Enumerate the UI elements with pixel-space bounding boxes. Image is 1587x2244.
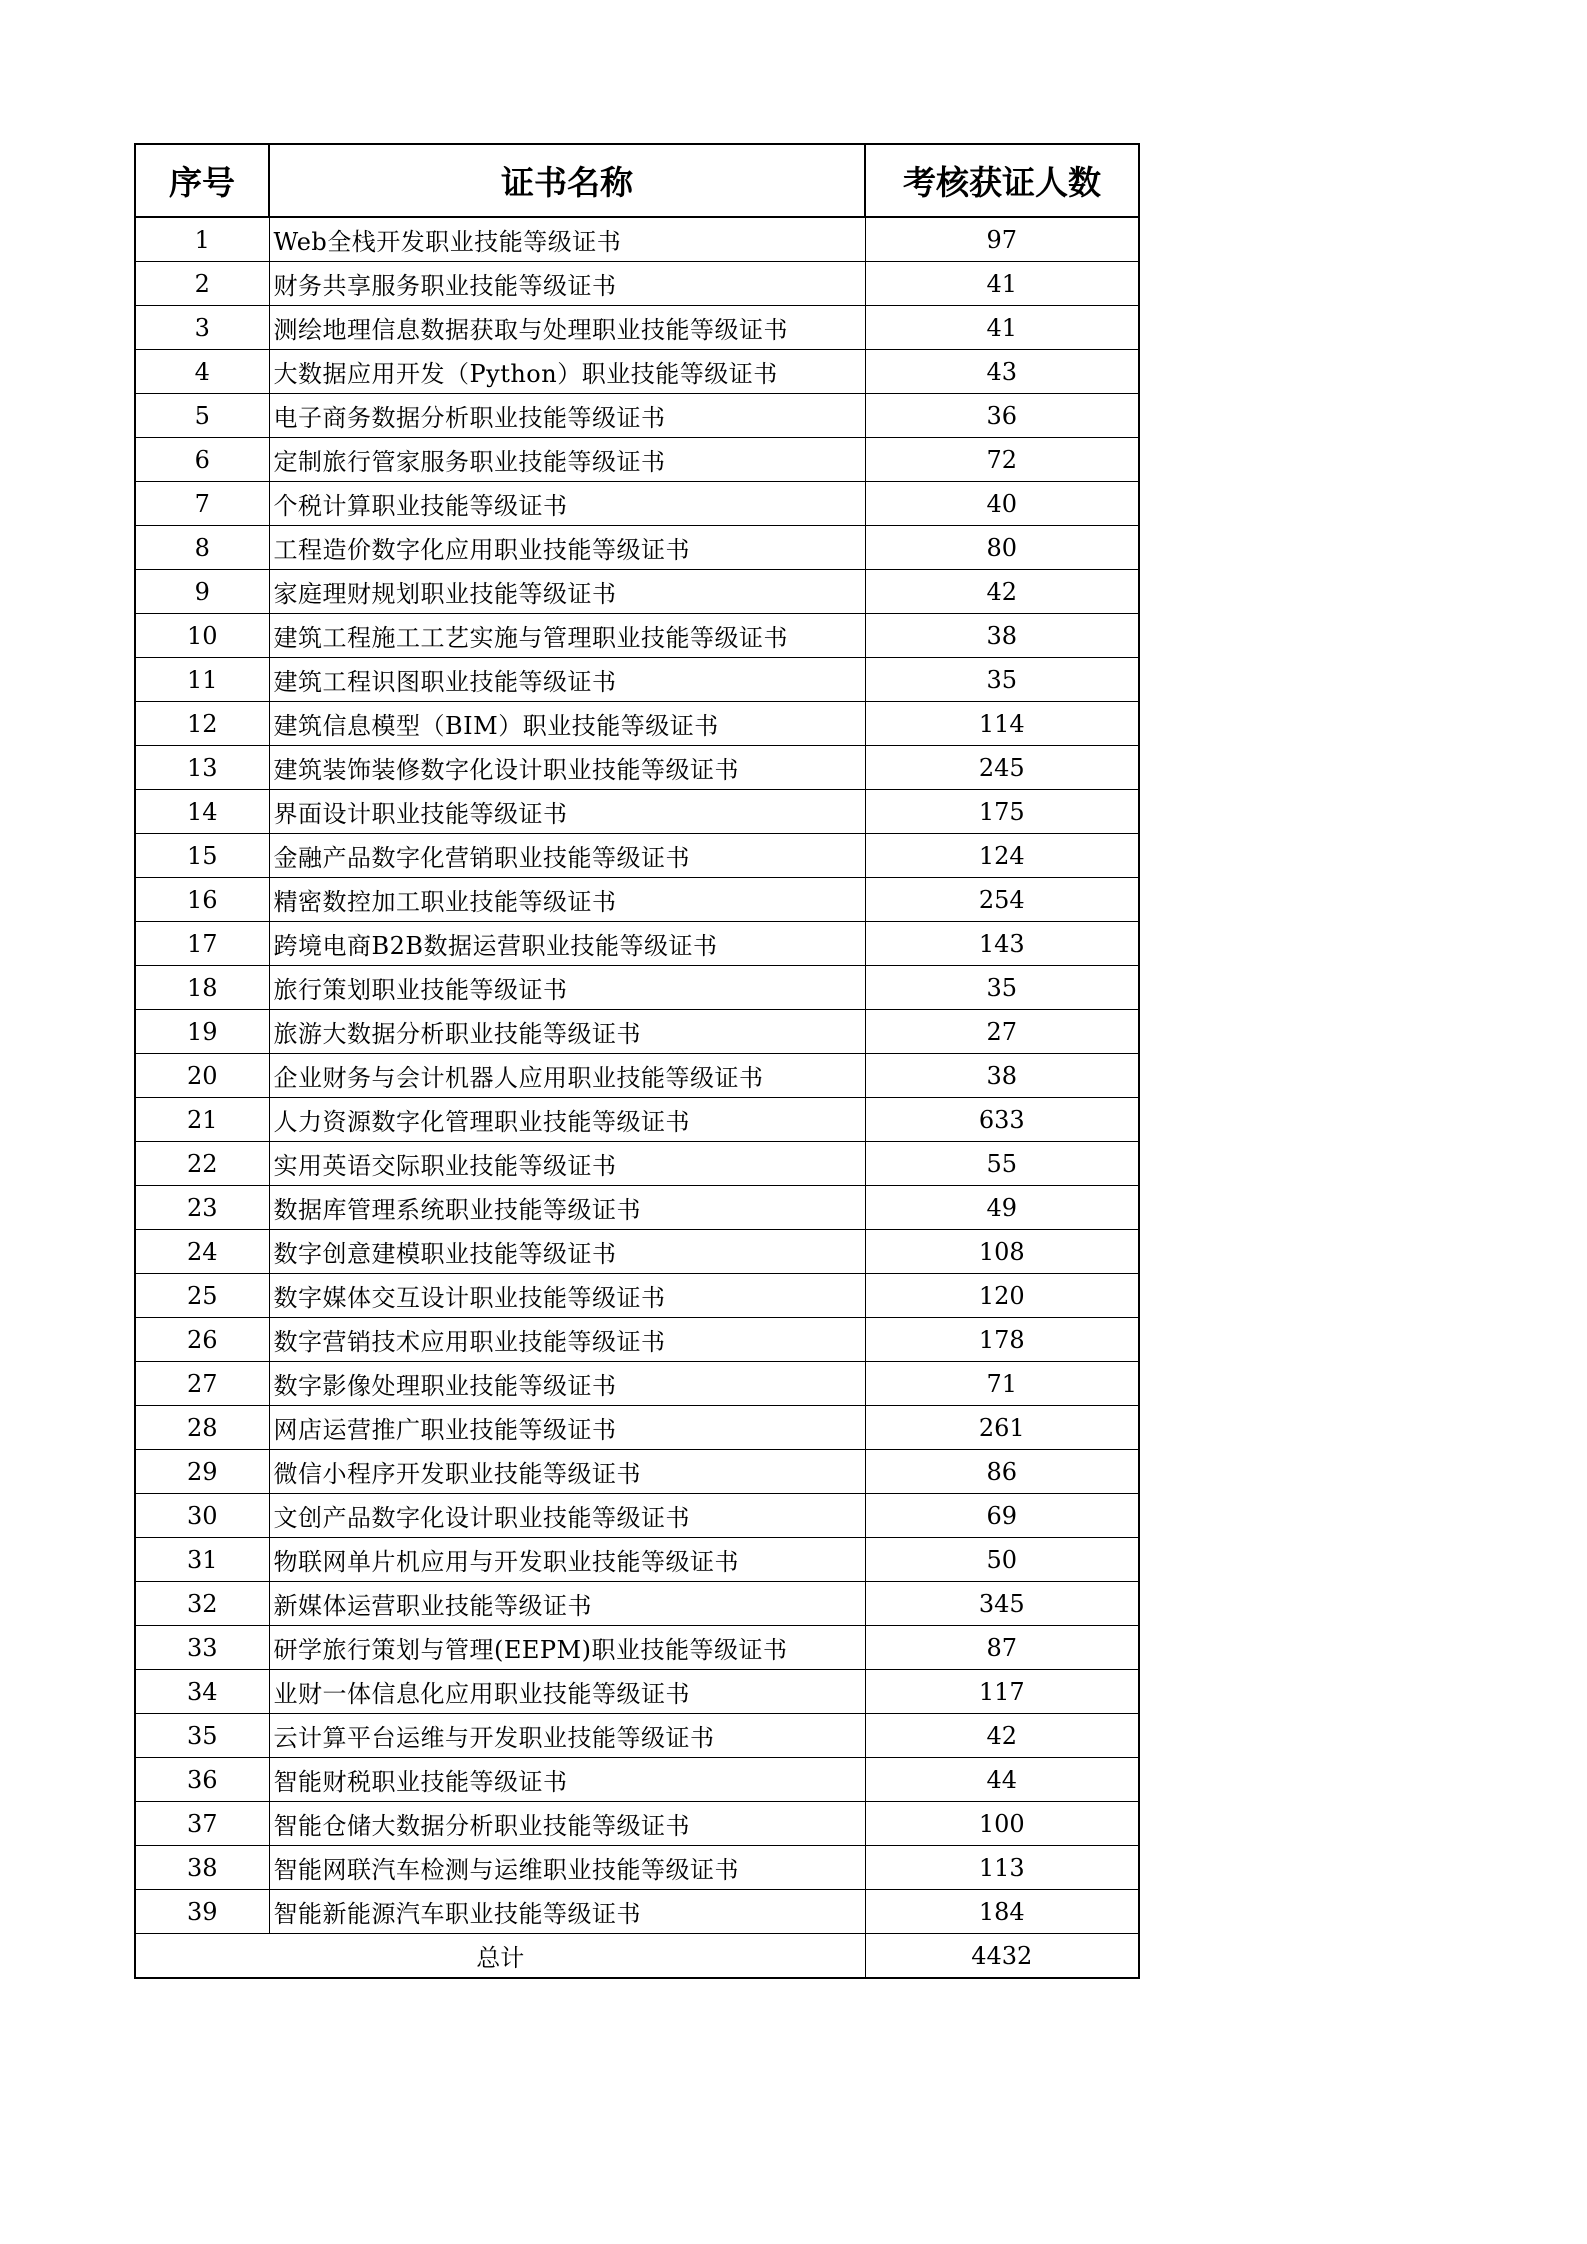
row-certificate-name: 建筑工程施工工艺实施与管理职业技能等级证书 <box>269 614 865 658</box>
row-index: 35 <box>135 1714 269 1758</box>
row-certified-count: 124 <box>865 834 1139 878</box>
row-certificate-name: 测绘地理信息数据获取与处理职业技能等级证书 <box>269 306 865 350</box>
row-certificate-name: 个税计算职业技能等级证书 <box>269 482 865 526</box>
row-certified-count: 43 <box>865 350 1139 394</box>
table-row <box>135 878 1139 922</box>
row-certified-count: 49 <box>865 1186 1139 1230</box>
table-row <box>135 1450 1139 1494</box>
row-index: 6 <box>135 438 269 482</box>
row-certificate-name: 实用英语交际职业技能等级证书 <box>269 1142 865 1186</box>
row-certified-count: 245 <box>865 746 1139 790</box>
table-row <box>135 1230 1139 1274</box>
table-row <box>135 1582 1139 1626</box>
total-row <box>135 1934 1139 1979</box>
table-row <box>135 966 1139 1010</box>
row-index: 22 <box>135 1142 269 1186</box>
row-certificate-name: 微信小程序开发职业技能等级证书 <box>269 1450 865 1494</box>
row-index: 5 <box>135 394 269 438</box>
row-index: 18 <box>135 966 269 1010</box>
row-index: 39 <box>135 1890 269 1934</box>
row-certified-count: 114 <box>865 702 1139 746</box>
row-index: 23 <box>135 1186 269 1230</box>
table-row <box>135 1318 1139 1362</box>
row-certified-count: 38 <box>865 1054 1139 1098</box>
table-row <box>135 1186 1139 1230</box>
row-certified-count: 117 <box>865 1670 1139 1714</box>
table-row <box>135 614 1139 658</box>
row-certified-count: 38 <box>865 614 1139 658</box>
row-certified-count: 72 <box>865 438 1139 482</box>
row-certificate-name: 数字媒体交互设计职业技能等级证书 <box>269 1274 865 1318</box>
table-row <box>135 1098 1139 1142</box>
table-row <box>135 1626 1139 1670</box>
table-row <box>135 438 1139 482</box>
row-certificate-name: 跨境电商B2B数据运营职业技能等级证书 <box>269 922 865 966</box>
row-certified-count: 41 <box>865 262 1139 306</box>
table-row <box>135 482 1139 526</box>
table-row <box>135 262 1139 306</box>
row-index: 31 <box>135 1538 269 1582</box>
row-index: 12 <box>135 702 269 746</box>
table-row <box>135 834 1139 878</box>
table-row <box>135 570 1139 614</box>
table-row <box>135 1494 1139 1538</box>
row-certificate-name: 物联网单片机应用与开发职业技能等级证书 <box>269 1538 865 1582</box>
row-certificate-name: 电子商务数据分析职业技能等级证书 <box>269 394 865 438</box>
row-certificate-name: 人力资源数字化管理职业技能等级证书 <box>269 1098 865 1142</box>
row-certificate-name: 数字营销技术应用职业技能等级证书 <box>269 1318 865 1362</box>
row-certified-count: 87 <box>865 1626 1139 1670</box>
row-index: 28 <box>135 1406 269 1450</box>
row-index: 15 <box>135 834 269 878</box>
row-index: 27 <box>135 1362 269 1406</box>
table-row <box>135 1758 1139 1802</box>
table-row <box>135 1714 1139 1758</box>
row-certified-count: 42 <box>865 570 1139 614</box>
row-certified-count: 80 <box>865 526 1139 570</box>
row-certificate-name: 建筑工程识图职业技能等级证书 <box>269 658 865 702</box>
row-index: 8 <box>135 526 269 570</box>
row-certificate-name: 金融产品数字化营销职业技能等级证书 <box>269 834 865 878</box>
row-certified-count: 345 <box>865 1582 1139 1626</box>
row-certificate-name: 智能仓储大数据分析职业技能等级证书 <box>269 1802 865 1846</box>
row-certificate-name: 数据库管理系统职业技能等级证书 <box>269 1186 865 1230</box>
row-index: 21 <box>135 1098 269 1142</box>
row-certified-count: 175 <box>865 790 1139 834</box>
row-certificate-name: 建筑信息模型（BIM）职业技能等级证书 <box>269 702 865 746</box>
row-certified-count: 261 <box>865 1406 1139 1450</box>
row-index: 20 <box>135 1054 269 1098</box>
row-certified-count: 100 <box>865 1802 1139 1846</box>
row-index: 38 <box>135 1846 269 1890</box>
row-certificate-name: 家庭理财规划职业技能等级证书 <box>269 570 865 614</box>
table-row <box>135 1890 1139 1934</box>
row-certified-count: 113 <box>865 1846 1139 1890</box>
row-index: 4 <box>135 350 269 394</box>
table-row <box>135 350 1139 394</box>
row-certificate-name: 网店运营推广职业技能等级证书 <box>269 1406 865 1450</box>
row-certificate-name: 智能网联汽车检测与运维职业技能等级证书 <box>269 1846 865 1890</box>
table-row <box>135 1054 1139 1098</box>
row-certified-count: 254 <box>865 878 1139 922</box>
row-certified-count: 184 <box>865 1890 1139 1934</box>
row-index: 34 <box>135 1670 269 1714</box>
row-index: 14 <box>135 790 269 834</box>
row-index: 30 <box>135 1494 269 1538</box>
table-body <box>135 217 1139 1934</box>
table-row <box>135 394 1139 438</box>
table-row <box>135 1670 1139 1714</box>
row-index: 37 <box>135 1802 269 1846</box>
row-certified-count: 42 <box>865 1714 1139 1758</box>
table-row <box>135 790 1139 834</box>
row-index: 16 <box>135 878 269 922</box>
row-certificate-name: 智能财税职业技能等级证书 <box>269 1758 865 1802</box>
table-row <box>135 922 1139 966</box>
row-certified-count: 35 <box>865 966 1139 1010</box>
row-certificate-name: 财务共享服务职业技能等级证书 <box>269 262 865 306</box>
row-certified-count: 27 <box>865 1010 1139 1054</box>
row-certified-count: 69 <box>865 1494 1139 1538</box>
table-row <box>135 1274 1139 1318</box>
table-row <box>135 1142 1139 1186</box>
row-index: 1 <box>135 217 269 262</box>
row-certified-count: 86 <box>865 1450 1139 1494</box>
row-index: 26 <box>135 1318 269 1362</box>
row-index: 19 <box>135 1010 269 1054</box>
table-row <box>135 658 1139 702</box>
row-certificate-name: 工程造价数字化应用职业技能等级证书 <box>269 526 865 570</box>
row-certificate-name: Web全栈开发职业技能等级证书 <box>269 217 865 262</box>
row-certified-count: 143 <box>865 922 1139 966</box>
row-index: 10 <box>135 614 269 658</box>
table-row <box>135 746 1139 790</box>
row-certified-count: 178 <box>865 1318 1139 1362</box>
row-certified-count: 50 <box>865 1538 1139 1582</box>
row-index: 17 <box>135 922 269 966</box>
row-certified-count: 71 <box>865 1362 1139 1406</box>
row-index: 7 <box>135 482 269 526</box>
header-certificate-name: 证书名称 <box>269 144 865 217</box>
row-index: 24 <box>135 1230 269 1274</box>
total-count: 4432 <box>865 1934 1139 1979</box>
row-certified-count: 44 <box>865 1758 1139 1802</box>
row-certificate-name: 新媒体运营职业技能等级证书 <box>269 1582 865 1626</box>
row-certificate-name: 企业财务与会计机器人应用职业技能等级证书 <box>269 1054 865 1098</box>
row-index: 33 <box>135 1626 269 1670</box>
row-certificate-name: 数字影像处理职业技能等级证书 <box>269 1362 865 1406</box>
row-certified-count: 97 <box>865 217 1139 262</box>
row-certified-count: 35 <box>865 658 1139 702</box>
row-certified-count: 108 <box>865 1230 1139 1274</box>
row-certified-count: 633 <box>865 1098 1139 1142</box>
row-certificate-name: 业财一体信息化应用职业技能等级证书 <box>269 1670 865 1714</box>
row-index: 13 <box>135 746 269 790</box>
row-certificate-name: 旅游大数据分析职业技能等级证书 <box>269 1010 865 1054</box>
table-row <box>135 1802 1139 1846</box>
table-row <box>135 1362 1139 1406</box>
header-index: 序号 <box>135 144 269 217</box>
table-row <box>135 1538 1139 1582</box>
row-index: 25 <box>135 1274 269 1318</box>
table-row <box>135 1010 1139 1054</box>
row-index: 11 <box>135 658 269 702</box>
certificate-table <box>134 143 1140 1979</box>
row-index: 29 <box>135 1450 269 1494</box>
table-row <box>135 526 1139 570</box>
row-certificate-name: 数字创意建模职业技能等级证书 <box>269 1230 865 1274</box>
table-row <box>135 1846 1139 1890</box>
table-row <box>135 702 1139 746</box>
row-certified-count: 36 <box>865 394 1139 438</box>
row-index: 3 <box>135 306 269 350</box>
row-certificate-name: 智能新能源汽车职业技能等级证书 <box>269 1890 865 1934</box>
row-certificate-name: 云计算平台运维与开发职业技能等级证书 <box>269 1714 865 1758</box>
table-row <box>135 1406 1139 1450</box>
row-certificate-name: 旅行策划职业技能等级证书 <box>269 966 865 1010</box>
row-index: 2 <box>135 262 269 306</box>
row-certified-count: 41 <box>865 306 1139 350</box>
row-certificate-name: 建筑装饰装修数字化设计职业技能等级证书 <box>269 746 865 790</box>
row-index: 32 <box>135 1582 269 1626</box>
row-certified-count: 120 <box>865 1274 1139 1318</box>
row-certificate-name: 界面设计职业技能等级证书 <box>269 790 865 834</box>
row-certificate-name: 大数据应用开发（Python）职业技能等级证书 <box>269 350 865 394</box>
row-certificate-name: 研学旅行策划与管理(EEPM)职业技能等级证书 <box>269 1626 865 1670</box>
header-row <box>135 144 1139 217</box>
total-label: 总计 <box>135 1934 865 1979</box>
row-certified-count: 40 <box>865 482 1139 526</box>
row-certificate-name: 精密数控加工职业技能等级证书 <box>269 878 865 922</box>
table-row <box>135 217 1139 262</box>
row-certificate-name: 定制旅行管家服务职业技能等级证书 <box>269 438 865 482</box>
row-index: 36 <box>135 1758 269 1802</box>
row-certificate-name: 文创产品数字化设计职业技能等级证书 <box>269 1494 865 1538</box>
table-row <box>135 306 1139 350</box>
row-index: 9 <box>135 570 269 614</box>
row-certified-count: 55 <box>865 1142 1139 1186</box>
header-certified-count: 考核获证人数 <box>865 144 1139 217</box>
